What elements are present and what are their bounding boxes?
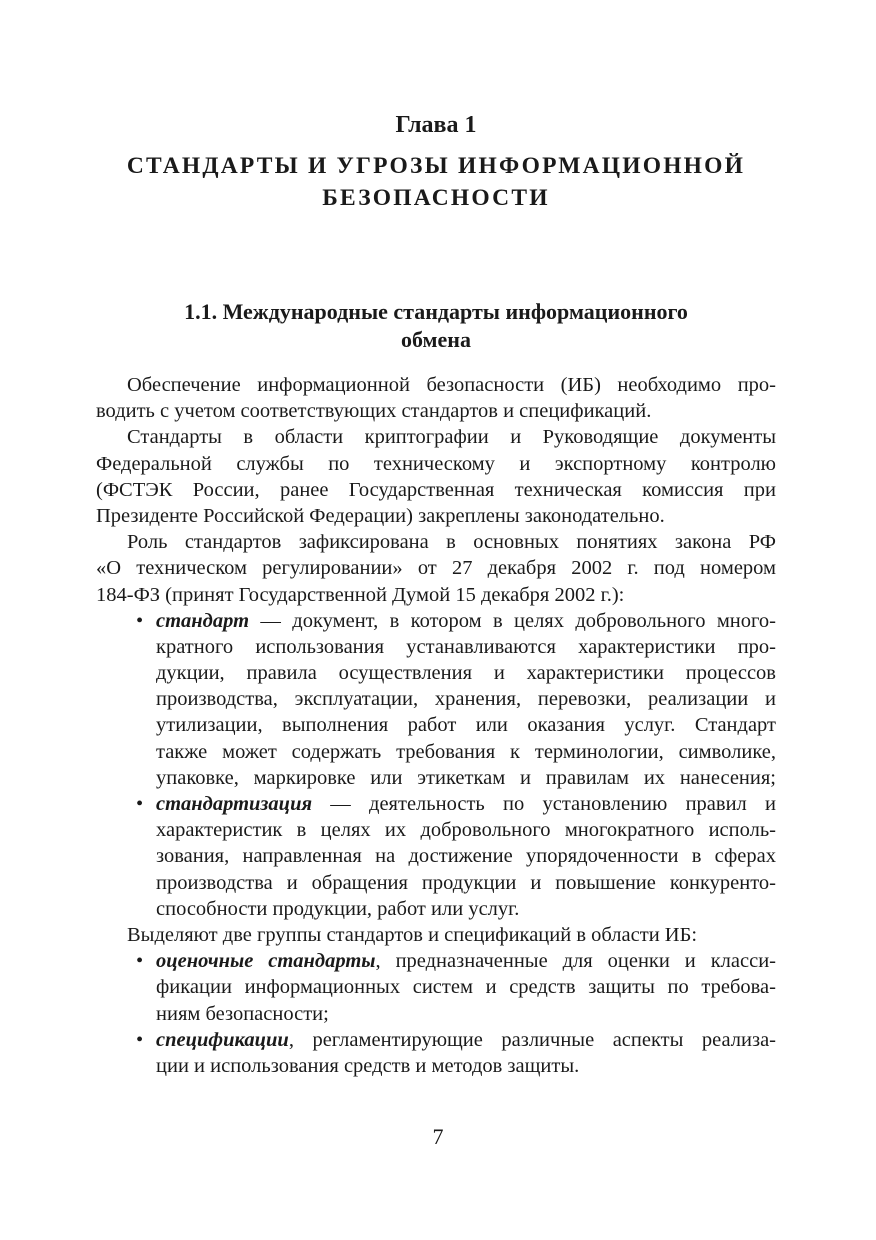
paragraph-law [96,529,776,608]
text-line: производства и обращения продукции и повышение конкуренто- [156,871,776,894]
text-line: утилизации, выполнения работ или оказания услуг. Стандарт [156,714,776,737]
definition-text: — документ, в котором в целях добровольного много- [249,609,776,632]
bullet-icon: • [136,793,144,815]
list-item [96,791,776,922]
bullet-icon: • [136,609,144,632]
bullet-icon: • [136,1028,144,1051]
term: спецификации [156,1028,289,1051]
page-number: 7 [432,1124,444,1149]
term: оценочные стандарты [156,950,376,973]
list-item [96,608,776,791]
text-line [96,791,776,817]
paragraph-groups [96,922,776,948]
body-text [96,372,776,1079]
bullet-icon: • [136,950,144,973]
list-item [96,948,776,1027]
text-line: ниям безопасности; [156,1002,329,1025]
text-line: дукции, правила осуществления и характеристики процессов [156,662,776,685]
text-line [96,1027,776,1053]
paragraph-intro [96,372,776,424]
text-line [96,608,776,634]
text-line: «О техническом регулировании» от 27 декабря 2002 г. под номером [96,557,776,580]
list-item [96,1027,776,1079]
text-line: Роль стандартов зафиксирована в основных понятиях закона РФ [127,531,776,554]
text-line: 184-ФЗ (принят Государственной Думой 15 декабря 2002 г.): [96,583,625,606]
term: стандартизация [156,793,313,815]
chapter-label: Глава 1 [395,112,477,138]
text-line: ции и использования средств и методов защиты. [156,1054,580,1077]
text-line: также может содержать требования к терминологии, символике, [156,740,776,763]
chapter-title-line: СТАНДАРТЫ И УГРОЗЫ ИНФОРМАЦИОННОЙ [126,153,746,179]
text-line: способности продукции, работ или услуг. [156,897,520,920]
text-line: (ФСТЭК России, ранее Государственная техническая комиссия при [96,478,776,501]
text-line: упаковке, маркировке или этикеткам и правилам их нанесения; [156,766,776,789]
section-title-line: 1.1. Международные стандарты информационного [184,299,688,324]
text-line: фикации информационных систем и средств защиты по требова- [156,976,776,999]
definition-text: , регламентирующие различные аспекты реализа- [288,1028,776,1051]
text-line: Обеспечение информационной безопасности (ИБ) необходимо про- [127,374,776,396]
definition-list [96,608,776,922]
text-line: кратного использования устанавливаются характеристики про- [156,635,776,658]
text-line: Президенте Российской Федерации) закреплены законодательно. [96,504,665,527]
text-line: производства, эксплуатации, хранения, перевозки, реализации и [156,688,776,711]
text-line: Стандарты в области криптографии и Руководящие документы [127,426,776,449]
term: стандарт [156,609,250,632]
text-line: Выделяют две группы стандартов и спецификаций в области ИБ: [127,923,698,946]
section-title [96,298,776,354]
chapter-title-line: БЕЗОПАСНОСТИ [322,185,550,211]
text-line [96,948,776,974]
groups-list [96,948,776,1079]
chapter-title [96,150,776,214]
text-line: Федеральной службы по техническому и экспортному контролю [96,452,776,475]
paragraph-standards [96,424,776,529]
text-line: зования, направленная на достижение упорядоченности в сферах [156,845,776,868]
definition-text: — деятельность по установлению правил и [312,793,776,815]
text-line: водить с учетом соответствующих стандартов и спецификаций. [96,400,652,423]
text-line: характеристик в целях их добровольного многократного исполь- [156,819,776,842]
definition-text: , предназначенные для оценки и класси- [375,950,776,973]
section-title-line: обмена [401,327,471,352]
